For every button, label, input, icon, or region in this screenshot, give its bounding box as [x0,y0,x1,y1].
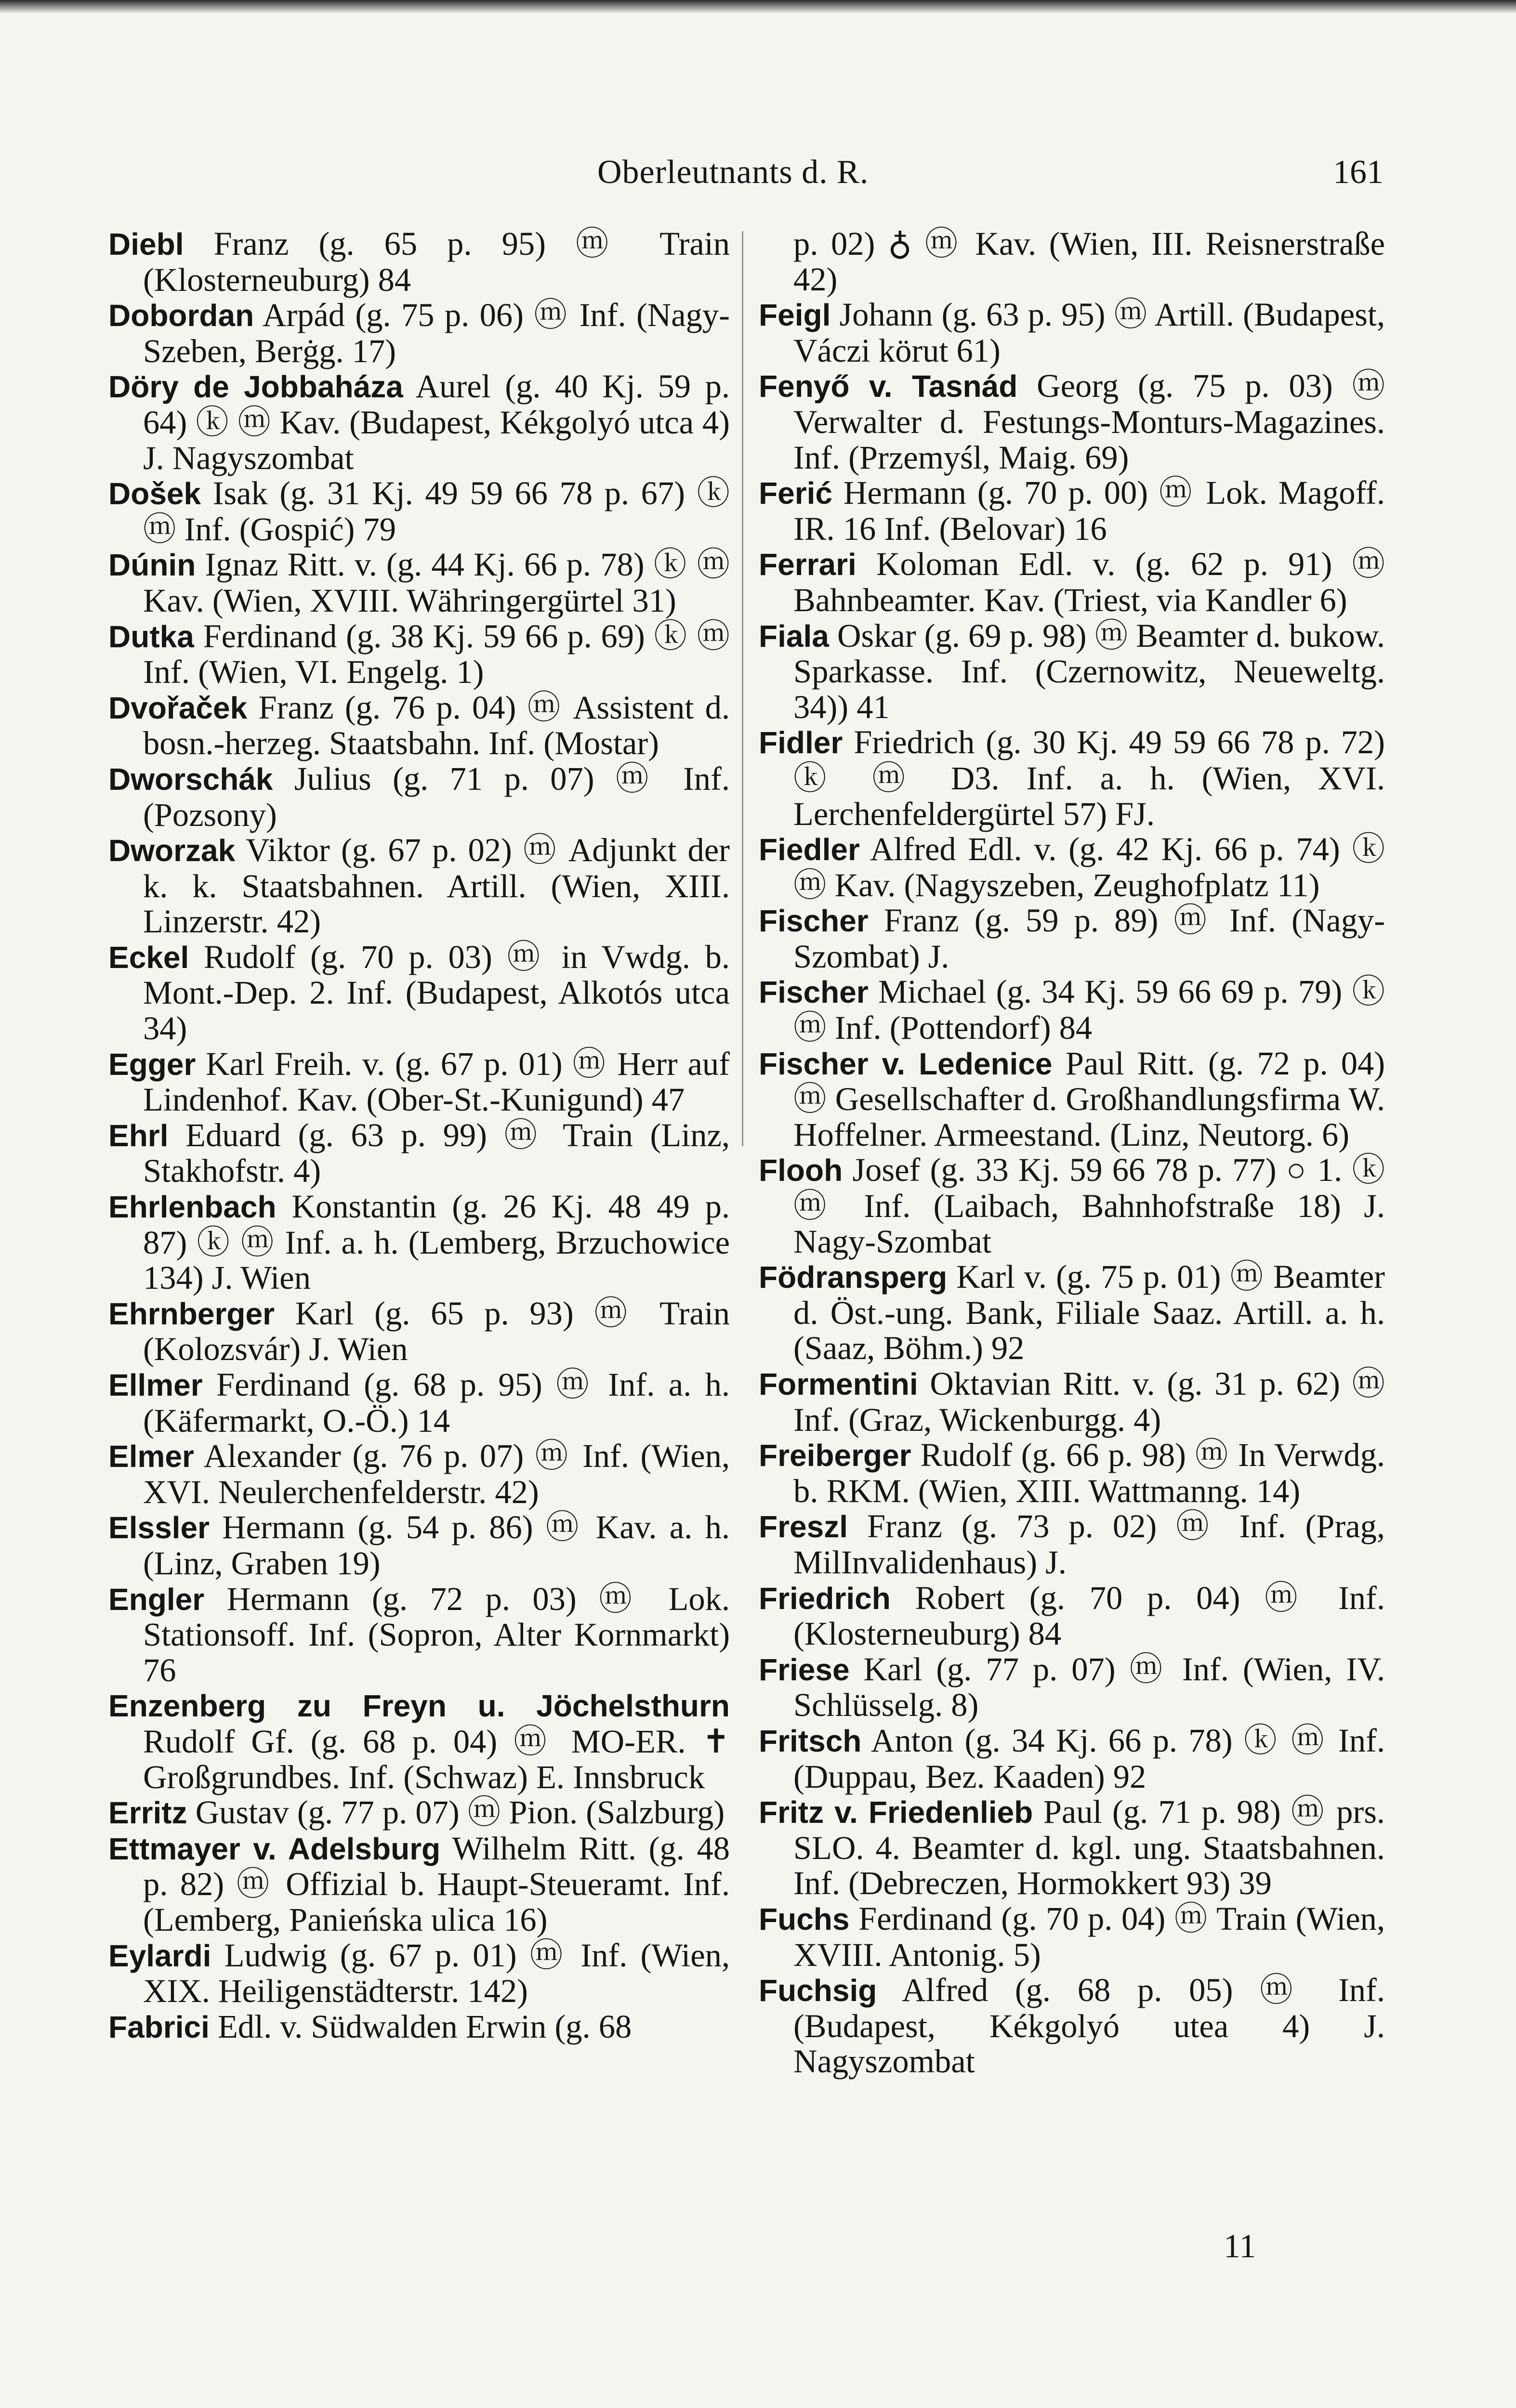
entry-surname: Fiedler [759,832,860,867]
entry-surname: Freiberger [759,1438,911,1473]
entry-surname: Diebl [108,227,184,262]
entry-details: Ferdinand (g. 70 p. 04) ⓜ Train (Wien, XVIII. Antonig. 5) [793,1900,1385,1973]
entry-details: p. 02) ♁ ⓜ Kav. (Wien, III. Reisnerstraße 42) [793,225,1385,298]
entry-surname: Feigl [759,298,831,333]
entry-surname: Döry de Jobbaháza [108,369,403,405]
signature-mark: 11 [1224,2228,1256,2265]
entry-surname: Dworzak [108,833,236,868]
entry-surname: Fenyő v. Tasnád [759,369,1018,404]
entry-details: Ignaz Ritt. v. (g. 44 Kj. 66 p. 78) ⓚ ⓜ Kav. (Wien, XVIII. Währingergürtel 31) [143,546,730,619]
directory-entry [759,226,1385,297]
entry-details: Karl v. (g. 75 p. 01) ⓜ Beamter d. Öst.-ung. Bank, Filiale Saaz. Artill. a. h. (Saaz, Böhm.) 92 [793,1258,1385,1367]
entry-surname: Fischer [759,975,869,1010]
directory-entry [759,903,1385,974]
entry-details: Robert (g. 70 p. 04) ⓜ Inf. (Klosterneuburg) 84 [793,1579,1385,1652]
entry-surname: Enzenberg zu Freyn u. Jöchelsthurn [108,1688,730,1724]
entry-details: Ferdinand (g. 68 p. 95) ⓜ Inf. a. h. (Käfermarkt, O.-Ö.) 14 [143,1366,730,1439]
directory-entry [108,1296,730,1367]
entry-details: Rudolf (g. 66 p. 98) ⓜ In Verwdg. b. RKM. (Wien, XIII. Wattmanng. 14) [793,1437,1385,1509]
entry-surname: Fabrici [108,2009,210,2044]
directory-entry [759,1366,1385,1438]
entry-details: Georg (g. 75 p. 03) ⓜ Verwalter d. Festungs-Monturs-Magazines. Inf. (Przemyśl, Maig. 69) [793,367,1385,476]
entry-details: Karl Freih. v. (g. 67 p. 01) ⓜ Herr auf Lindenhof. Kav. (Ober-St.-Kunigund) 47 [143,1045,730,1118]
entry-details: Eduard (g. 63 p. 99) ⓜ Train (Linz, Stakhofstr. 4) [143,1116,730,1190]
entry-details: Friedrich (g. 30 Kj. 49 59 66 78 p. 72) ⓚ ⓜ D3. Inf. a. h. (Wien, XVI. Lerchenfeldergürtel 57) FJ. [793,724,1385,832]
entry-surname: Dworschák [108,761,273,797]
directory-entry [759,1509,1385,1580]
entry-surname: Fidler [759,725,843,760]
entry-details: Alfred Edl. v. (g. 42 Kj. 66 p. 74) ⓚ ⓜ Kav. (Nagyszeben, Zeughofplatz 11) [793,831,1385,903]
entry-surname: Fiala [759,618,829,654]
page-number: 161 [1333,154,1384,191]
entry-details: Ludwig (g. 67 p. 01) ⓜ Inf. (Wien, XIX. Heiligenstädterstr. 142) [143,1937,730,2010]
entry-details: Isak (g. 31 Kj. 49 59 66 78 p. 67) ⓚ ⓜ Inf. (Gospić) 79 [143,475,730,548]
entry-surname: Fuchs [759,1901,850,1937]
directory-entry [108,1189,730,1296]
entry-details: Hermann (g. 54 p. 86) ⓜ Kav. a. h. (Linz, Graben 19) [143,1509,730,1582]
entry-details: Karl (g. 65 p. 93) ⓜ Train (Kolozsvár) J. Wien [143,1295,730,1368]
entry-surname: Fischer v. Ledenice [759,1046,1053,1081]
entry-details: Konstantin (g. 26 Kj. 48 49 p. 87) ⓚ ⓜ Inf. a. h. (Lemberg, Brzuchowice 134) J. Wien [143,1188,730,1296]
entry-details: Johann (g. 63 p. 95) ⓜ Artill. (Budapest, Váczi körut 61) [793,296,1385,369]
entry-surname: Ehrl [108,1118,169,1153]
entry-surname: Flooh [759,1153,843,1188]
column-divider [742,231,743,1146]
directory-entry [108,619,730,690]
directory-entry [108,1510,730,1581]
entry-surname: Ettmayer v. Adelsburg [108,1831,441,1866]
right-column [759,226,1385,2080]
directory-entry [759,368,1385,475]
entry-surname: Elmer [108,1439,194,1474]
directory-entry [108,833,730,940]
directory-entry [108,226,730,298]
entry-surname: Dobordan [108,298,254,333]
entry-details: Franz (g. 73 p. 02) ⓜ Inf. (Prag, MilInvalidenhaus) J. [793,1508,1385,1581]
entry-details: Anton (g. 34 Kj. 66 p. 78) ⓚ ⓜ Inf. (Duppau, Bez. Kaaden) 92 [793,1722,1385,1795]
entry-surname: Ferić [759,476,832,511]
entry-surname: Eylardi [108,1938,211,1973]
directory-entry [108,1795,730,1831]
directory-entry [108,369,730,476]
entry-surname: Fritsch [759,1723,862,1758]
entry-surname: Eckel [108,940,189,975]
entry-details: Arpád (g. 75 p. 06) ⓜ Inf. (Nagy-Szeben, Berġg. 17) [143,297,730,369]
entry-details: Edl. v. Südwalden Erwin (g. 68 [209,2008,632,2045]
entry-surname: Friese [759,1652,850,1687]
entry-surname: Dutka [108,619,194,654]
entry-details: Rudolf (g. 70 p. 03) ⓜ in Vwdg. b. Mont.-Dep. 2. Inf. (Budapest, Alkotós utca 34) [143,938,730,1047]
entry-surname: Egger [108,1047,196,1082]
entry-details: Wilhelm Ritt. (g. 48 p. 82) ⓜ Offizial b. Haupt-Steueramt. Inf. (Lemberg, Panieńska ulica 16) [143,1830,730,1938]
directory-entry [108,1582,730,1688]
entry-surname: Dvořaček [108,690,248,725]
directory-entry [759,475,1385,547]
directory-entry [108,1118,730,1189]
directory-entry [108,1831,730,1938]
directory-entry [759,1901,1385,1973]
directory-entry [108,940,730,1047]
directory-entry [759,1794,1385,1901]
directory-entry [759,1652,1385,1723]
directory-entry [108,1439,730,1510]
directory-entry [108,298,730,369]
entry-details: Oktavian Ritt. v. (g. 31 p. 62) ⓜ Inf. (Graz, Wickenburgg. 4) [793,1365,1385,1438]
entry-details: Hermann (g. 72 p. 03) ⓜ Lok. Stationsoff. Inf. (Sopron, Alter Kornmarkt) 76 [143,1580,730,1688]
directory-entry [108,761,730,833]
running-title: Oberleutnants d. R. [597,154,869,191]
directory-entry [108,1938,730,2009]
directory-entry [759,1581,1385,1652]
directory-entry [108,1367,730,1439]
entry-surname: Freszl [759,1509,848,1544]
directory-entry [108,690,730,761]
directory-entry [108,2009,730,2045]
entry-details: Franz (g. 59 p. 89) ⓜ Inf. (Nagy-Szombat) J. [793,902,1385,975]
directory-entry [108,1688,730,1795]
directory-entry [759,618,1385,725]
entry-surname: Ellmer [108,1368,203,1402]
entry-details: Oskar (g. 69 p. 98) ⓜ Beamter d. bukow. Sparkasse. Inf. (Czernowitz, Neueweltg. 34)) 41 [793,617,1385,725]
entry-surname: Dúnin [108,548,196,583]
entry-details: Gustav (g. 77 p. 07) ⓜ Pion. (Salzburg) [187,1794,725,1831]
directory-entry [108,547,730,618]
entry-surname: Fuchsig [759,1973,877,2008]
entry-surname: Födransperg [759,1260,948,1295]
entry-details: Franz (g. 65 p. 95) ⓜ Train (Klosterneuburg) 84 [143,225,730,298]
entry-details: Viktor (g. 67 p. 02) ⓜ Adjunkt der k. k. Staatsbahnen. Artill. (Wien, XIII. Linzerstr. 42) [143,832,730,940]
directory-entry [759,974,1385,1046]
entry-details: Aurel (g. 40 Kj. 59 p. 64) ⓚ ⓜ Kav. (Budapest, Kékgolyó utca 4) J. Nagyszombat [143,368,730,476]
entry-surname: Friedrich [759,1581,891,1616]
directory-entry [759,1723,1385,1794]
entry-surname: Ehrnberger [108,1296,275,1331]
directory-entry [759,1438,1385,1509]
scan-edge [0,0,1516,13]
entry-details: Julius (g. 71 p. 07) ⓜ Inf. (Pozsony) [143,760,730,833]
entry-details: Alexander (g. 76 p. 07) ⓜ Inf. (Wien, XVI. Neulerchenfelderstr. 42) [143,1438,730,1510]
entry-surname: Ehrlenbach [108,1190,277,1225]
entry-details: Rudolf Gf. (g. 68 p. 04) ⓜ MO-ER. ✝ Großgrundbes. Inf. (Schwaz) E. Innsbruck [143,1723,730,1795]
directory-entry [759,725,1385,832]
entry-surname: Fischer [759,903,869,939]
directory-entry [759,1259,1385,1366]
entry-surname: Elssler [108,1510,210,1545]
directory-entry [759,1152,1385,1259]
entry-details: Hermann (g. 70 p. 00) ⓜ Lok. Magoff. IR. 16 Inf. (Belovar) 16 [793,474,1385,547]
entry-details: Josef (g. 33 Kj. 59 66 78 p. 77) ○ 1. ⓚ ⓜ Inf. (Laibach, Bahnhofstraße 18) J. Nagy-Szombat [793,1152,1385,1260]
entry-surname: Došek [108,476,201,511]
entry-details: Koloman Edl. v. (g. 62 p. 91) ⓜ Bahnbeamter. Kav. (Triest, via Kandler 6) [793,546,1385,618]
directory-entry [759,832,1385,903]
entry-details: Franz (g. 76 p. 04) ⓜ Assistent d. bosn.-herzeg. Staatsbahn. Inf. (Mostar) [143,689,730,762]
entry-details: Ferdinand (g. 38 Kj. 59 66 p. 69) ⓚ ⓜ Inf. (Wien, VI. Engelg. 1) [143,617,730,691]
directory-entry [759,1973,1385,2080]
entry-surname: Engler [108,1582,205,1617]
entry-details: Alfred (g. 68 p. 05) ⓜ Inf. (Budapest, Kékgolyó utea 4) J. Nagyszombat [793,1972,1385,2080]
entry-surname: Formentini [759,1367,918,1401]
directory-entry [759,297,1385,368]
directory-entry [108,1047,730,1118]
directory-entry [759,547,1385,618]
entry-surname: Erritz [108,1795,187,1831]
directory-entry [108,476,730,547]
entry-details: Michael (g. 34 Kj. 59 66 69 p. 79) ⓚ ⓜ Inf. (Pottendorf) 84 [793,973,1385,1047]
entry-details: Paul (g. 71 p. 98) ⓜ prs. SLO. 4. Beamter d. kgl. ung. Staatsbahnen. Inf. (Debreczen, Hormokkert 93) 39 [793,1793,1385,1902]
entry-surname: Fritz v. Friedenlieb [759,1795,1033,1830]
directory-entry [759,1046,1385,1153]
entry-details: Karl (g. 77 p. 07) ⓜ Inf. (Wien, IV. Schlüsselg. 8) [793,1650,1385,1724]
entry-surname: Ferrari [759,547,857,582]
left-column [108,226,730,2045]
entry-details: Paul Ritt. (g. 72 p. 04) ⓜ Gesellschafter d. Großhandlungsfirma W. Hoffelner. Armeestand. (Linz, Neutorg. 6) [793,1045,1385,1153]
